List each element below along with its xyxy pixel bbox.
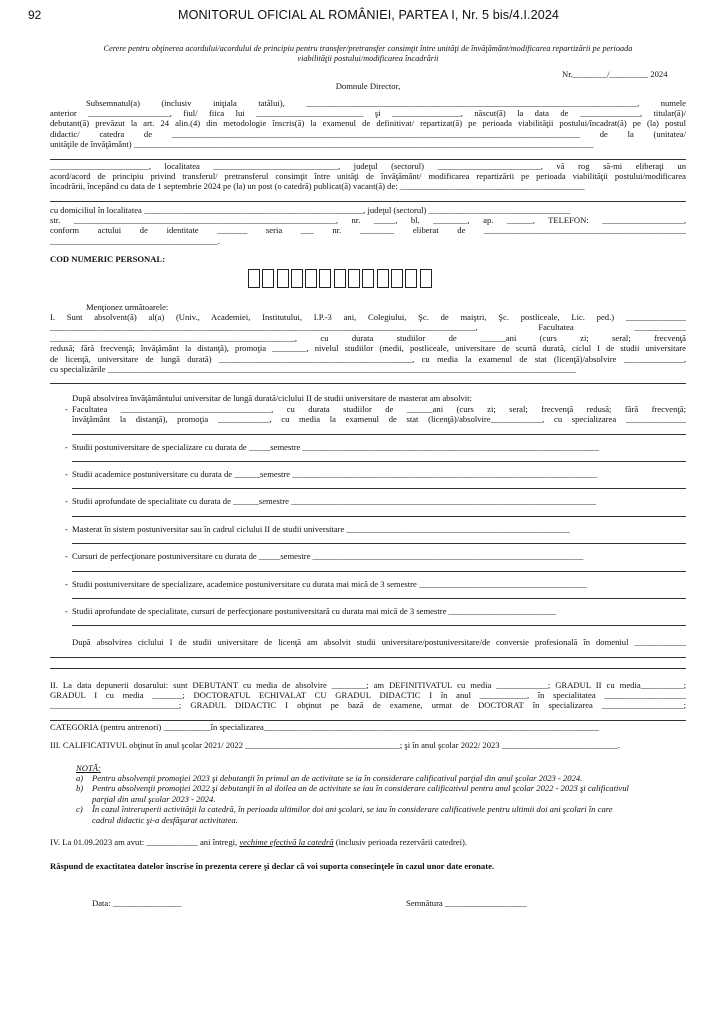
applicant-line-1: Subsemnatul(a) (inclusiv iniţiala tatălui), _____________________________________________________________________________, numele <box>86 97 686 108</box>
blank-line <box>50 374 686 384</box>
section-4-suffix: (inclusiv perioada rezervării catedrei). <box>333 836 467 847</box>
cnp-digit-box[interactable] <box>362 269 374 288</box>
cnp-digit-box[interactable] <box>277 269 289 288</box>
note-text: parţial din anul şcolar 2023 - 2024. <box>92 793 216 804</box>
cnp-digit-box[interactable] <box>319 269 331 288</box>
cnp-digit-box[interactable] <box>391 269 403 288</box>
cnp-digit-box[interactable] <box>305 269 317 288</box>
date-field: Data: ________________ <box>92 897 182 908</box>
section-1-line-5: de licenţă, universitare de lungă durată) _____________________________________________, cu media la examenul de stat (licenţă)/absolvire ______________, <box>50 353 686 364</box>
blank-line <box>72 616 686 626</box>
blank-line <box>50 150 686 160</box>
blank-line <box>72 589 686 599</box>
studies-item: - Studii aprofundate de specialitate cu durata de ______semestre _______________________________________________________________________ <box>62 496 686 506</box>
cnp-label: COD NUMERIC PERSONAL: <box>50 254 166 265</box>
page-number: 92 <box>28 8 42 22</box>
form-subtitle-line-1: Cerere pentru obţinerea acordului/acordului de principiu pentru transfer/pretransfer consimţit între unităţi de învăţământ/modificarea repartizării pe perioada <box>103 44 633 53</box>
section-1-line-4: redusă; fără frecvenţă; învăţământ la distanţă), promoţia ________, nivelul studiilor (medii, postliceale, universitare de scurtă durată, ciclul I de studii universitare <box>50 343 686 354</box>
blank-line <box>50 659 686 669</box>
note-letter: b) <box>76 783 84 794</box>
signature-row <box>50 898 686 910</box>
cnp-digit-box[interactable] <box>348 269 360 288</box>
section-1-line-1: I. Sunt absolvent(ă) al(a) (Univ., Academiei, Institutului, I.P.-3 ani, Colegiului, Şc. de maiştri, Şc. postliceale, Lic. ped.) ______________ <box>50 312 686 323</box>
section-1-line-2: ___________________________________________________________________________________________________, Facultatea ____________ <box>50 322 686 333</box>
blank-line <box>72 425 686 435</box>
cnp-digit-box[interactable] <box>262 269 274 288</box>
registration-number-line: Nr.________/_________ 2024 <box>562 68 668 79</box>
applicant-line-3: debutant(ă) prevăzut la art. 24 alin.(4) din metodologie înscris(ă) la examenul de definitivat/ repartizat(ă) pe perioada viabilităţii postului/încadrat(ă) pe (la) postul <box>50 118 686 129</box>
applicant-line-6: _______________________, localitatea _____________________________, judeţul (sectorul) ________________________, vă rog să-mi eliberaţi un <box>50 160 686 171</box>
studies-item: - Studii academice postuniversitare cu durata de ______semestre _______________________________________________________________________ <box>62 469 686 479</box>
section-4-seniority: vechime efectivă la catedră <box>239 836 334 847</box>
blank-line <box>72 507 686 517</box>
category-line: CATEGORIA (pentru antrenori) ___________în specializarea______________________________________________________________________________ <box>50 721 599 732</box>
blank-line <box>72 534 686 544</box>
note-item <box>76 773 686 783</box>
cnp-digit-box[interactable] <box>334 269 346 288</box>
notes-block <box>50 763 686 825</box>
mention-intro: Menţionez următoarele: <box>86 301 169 312</box>
section-2-line-3: ______________________________; GRADUL DIDACTIC I obţinut pe bază de examene, urmat de DOCTORAT în specializarea ___________________; <box>50 700 686 711</box>
domicile-line-3: conform actului de identitate _______ seria ___ nr. ________ eliberat de _______________________________________________ <box>50 225 686 236</box>
form-subtitle-line-2: viabilităţii postului/modificarea încadrării <box>297 54 439 64</box>
cnp-digit-box[interactable] <box>377 269 389 288</box>
note-item <box>76 783 686 804</box>
applicant-line-4: didactic/ catedra de _______________________________________________________________________________________________ de la (unitatea/ <box>50 128 686 139</box>
blank-line <box>72 452 686 462</box>
section-3-line: III. CALIFICATIVUL obţinut în anul şcolar 2021/ 2022 ____________________________________; şi în anul şcolar 2022/ 2023 ___________________________. <box>50 740 620 751</box>
signature-field: Semnătura ___________________ <box>406 897 527 908</box>
blank-line <box>50 648 686 658</box>
note-letter: a) <box>76 773 84 784</box>
salutation: Domnule Director, <box>335 81 401 92</box>
section-1-line-3: _________________________________________________________, cu durata studiilor de ______ani (curs zi; seral; frecvenţă <box>50 332 686 343</box>
studies-item: - Studii postuniversitare de specializare cu durata de _____semestre _____________________________________________________________________ <box>62 442 686 452</box>
applicant-line-5: unităţile de învăţământ) ___________________________________________________________________________________________________________ <box>50 139 594 150</box>
licence-line: După absolvirea ciclului I de studii universitare de licenţă am absolvit studii universitare/postuniversitare/de conversie profesională în domeniul ____________ <box>72 637 686 648</box>
cnp-digit-box[interactable] <box>405 269 417 288</box>
blank-line <box>72 479 686 489</box>
note-text: Pentru absolvenţii promoţiei 2023 şi debutanţii în primul an de activitate se ia în considerare calificativul parţial din anul şcolar 2023 - 2024. <box>92 773 583 784</box>
section-4-prefix: IV. La 01.09.2023 am avut: ____________ ani întregi, <box>50 836 240 847</box>
domicile-line-1: cu domiciliul în localitatea ___________________________________________________, judeţul (sectorul) _________________________________ <box>50 204 571 215</box>
cnp-digit-box[interactable] <box>291 269 303 288</box>
blank-line <box>50 711 686 721</box>
faculty-line-1: - Facultatea ___________________________________, cu durata studiilor de ______ani (curs zi; seral; frecvenţă redusă; fără frecvenţă; <box>62 404 686 414</box>
studies-item: - Masterat în sistem postuniversitar sau în cadrul ciclului II de studii universitare ____________________________________________________ <box>62 524 686 534</box>
section-2-line-1: II. La data depunerii dosarului: sunt DEBUTANT cu media de absolvire ________; am DEFINITIVATUL cu media ____________; GRADUL II cu media__________; <box>50 679 686 690</box>
blank-line <box>72 562 686 572</box>
postgrad-intro: După absolvirea învăţământului universitar de lungă durată/ciclului II de studii universitare de masterat am absolvit: <box>72 393 472 404</box>
blank-line <box>50 192 686 202</box>
declaration: Răspund de exactitatea datelor înscrise în prezenta cerere şi declar că voi suporta consecinţele în cazul unor date eronate. <box>50 861 495 872</box>
journal-title: MONITORUL OFICIAL AL ROMÂNIEI, PARTEA I, Nr. 5 bis/4.I.2024 <box>178 8 560 22</box>
applicant-line-7: acord/acord de principiu privind transferul/ pretransferul consimţit între unităţi de învăţământ/ modificarea repartizării pe perioada viabilităţii postului/modificarea <box>50 170 686 181</box>
studies-item: - Cursuri de perfecţionare postuniversitare cu durata de _____semestre _______________________________________________________________ <box>62 551 686 561</box>
cnp-digit-box[interactable] <box>248 269 260 288</box>
faculty-line-2: învăţământ la distanţă), promoţia ____________, cu media la examenul de stat (licenţă)/absolvire____________, cu specializarea ______________ <box>72 414 686 425</box>
note-text: cadrul didactic şi-a desfăşurat activitatea. <box>92 814 238 825</box>
note-item <box>76 804 686 825</box>
studies-list <box>50 436 686 627</box>
applicant-line-2: anterior ___________________, fiul/ fiica lui _________________________ şi ________________, născut(ă) la data de ______________, titular(ă)/ <box>50 107 686 118</box>
cnp-digit-box[interactable] <box>420 269 432 288</box>
domicile-line-2: str. _____________________________________________________________, nr. _____, bl. ________, ap. ______, TELEFON: ___________________, <box>50 215 686 226</box>
note-text: În cazul întreruperii activităţii la catedră, în perioada ultimilor doi ani şcolari, se iau în considerare calificativele pentru ultimii doi ani şcolari în care <box>92 804 613 815</box>
section-1-line-6: cu specializările _____________________________________________________________________________________________________________ <box>50 364 577 374</box>
applicant-line-8: încadrării, începând cu data de 1 septembrie 2024 pe (la) un post (o catedră) publicat(ă) vacant(ă) de: ___________________________________________ <box>50 181 585 192</box>
domicile-line-4: _______________________________________. <box>50 235 220 246</box>
note-letter: c) <box>76 804 83 815</box>
page-header <box>28 10 695 26</box>
studies-item: - Studii aprofundate de specialitate, cursuri de perfecţionare postuniversitară cu durata mai mică de 3 semestre _________________________ <box>62 606 686 616</box>
section-4-line <box>50 837 686 847</box>
section-2-line-2: GRADUL I cu media _______; DOCTORATUL ECHIVALAT CU GRADUL DIDACTIC I în anul ___________, în specialitatea ___________________ <box>50 690 686 701</box>
notes-list <box>76 773 686 825</box>
note-label: NOTĂ: <box>76 762 101 773</box>
studies-item: - Studii postuniversitare de specializare, academice postuniversitare cu durata mai mică de 3 semestre _______________________________________ <box>62 579 686 589</box>
cnp-boxes <box>248 269 686 288</box>
cnp-row <box>50 254 686 264</box>
note-text: Pentru absolvenţii promoţiei 2022 şi debutanţii în al doilea an de activitate se iau în considerare calificativul pentru anul şcolar 2022 - 2023 şi calificativul <box>92 783 629 794</box>
form-body <box>50 44 686 910</box>
